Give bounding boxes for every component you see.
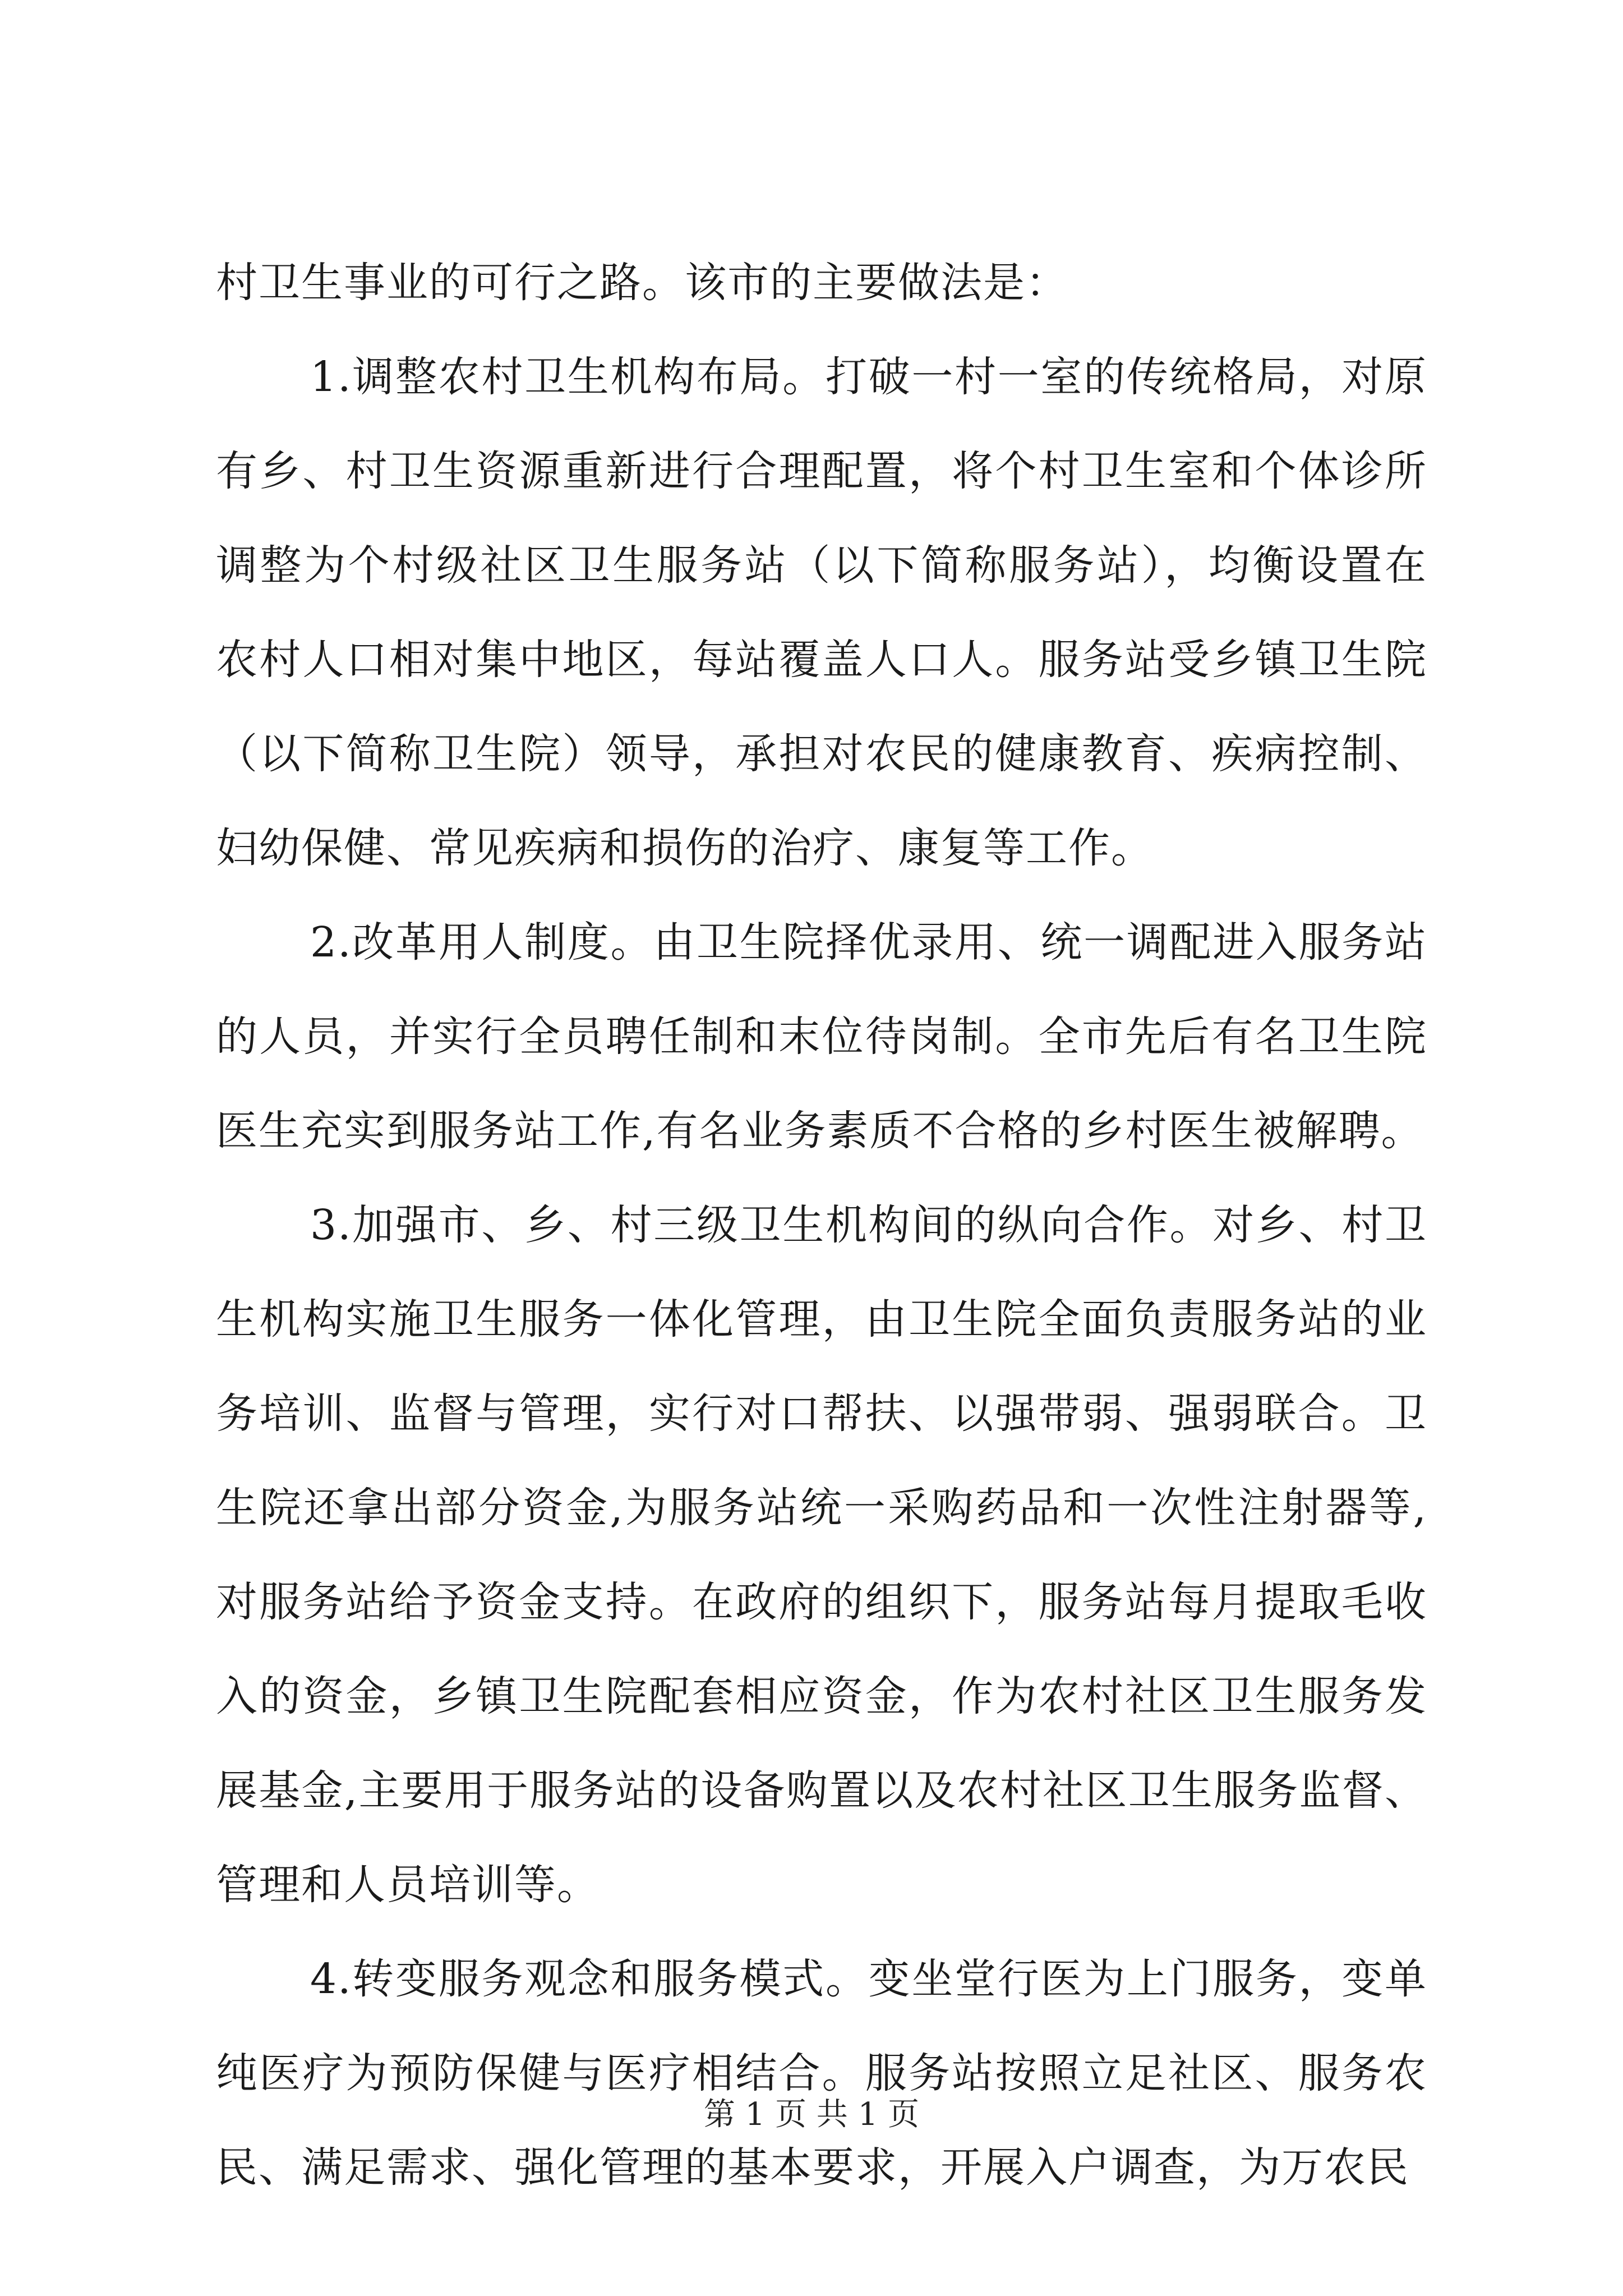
paragraph-item-1: 1.调整农村卫生机构布局。打破一村一室的传统格局，对原有乡、村卫生资源重新进行合理配置，将个村卫生室和个体诊所调整为个村级社区卫生服务站（以下简称服务站），均衡设置在农村人口相对集中地区，每站覆盖人口人。服务站受乡镇卫生院（以下简称卫生院）领导，承担对农民的健康教育、疾病控制、妇幼保健、常见疾病和损伤的治疗、康复等工作。 [216, 353, 1427, 872]
page-footer: 第 1 页 共 1 页 [703, 2096, 920, 2133]
paragraph-item-3: 3.加强市、乡、村三级卫生机构间的纵向合作。对乡、村卫生机构实施卫生服务一体化管理，由卫生院全面负责服务站的业务培训、监督与管理，实行对口帮扶、以强带弱、强弱联合。卫生院还拿出部分资金,为服务站统一采购药品和一次性注射器等,对服务站给予资金支持。在政府的组织下，服务站每月提取毛收入的资金，乡镇卫生院配套相应资金，作为农村社区卫生服务发展基金,主要用于服务站的设备购置以及农村社区卫生服务监督、管理和人员培训等。 [216, 1201, 1427, 1909]
paragraph-intro-continuation: 村卫生事业的可行之路。该市的主要做法是： [216, 259, 1068, 307]
paragraph-item-4: 4.转变服务观念和服务模式。变坐堂行医为上门服务，变单纯医疗为预防保健与医疗相结合。服务站按照立足社区、服务农民、满足需求、强化管理的基本要求，开展入户调查，为万农民 [216, 1955, 1427, 2192]
document-body [216, 236, 1427, 2215]
paragraph-item-2: 2.改革用人制度。由卫生院择优录用、统一调配进入服务站的人员，并实行全员聘任制和末位待岗制。全市先后有名卫生院医生充实到服务站工作,有名业务素质不合格的乡村医生被解聘。 [216, 918, 1427, 1155]
